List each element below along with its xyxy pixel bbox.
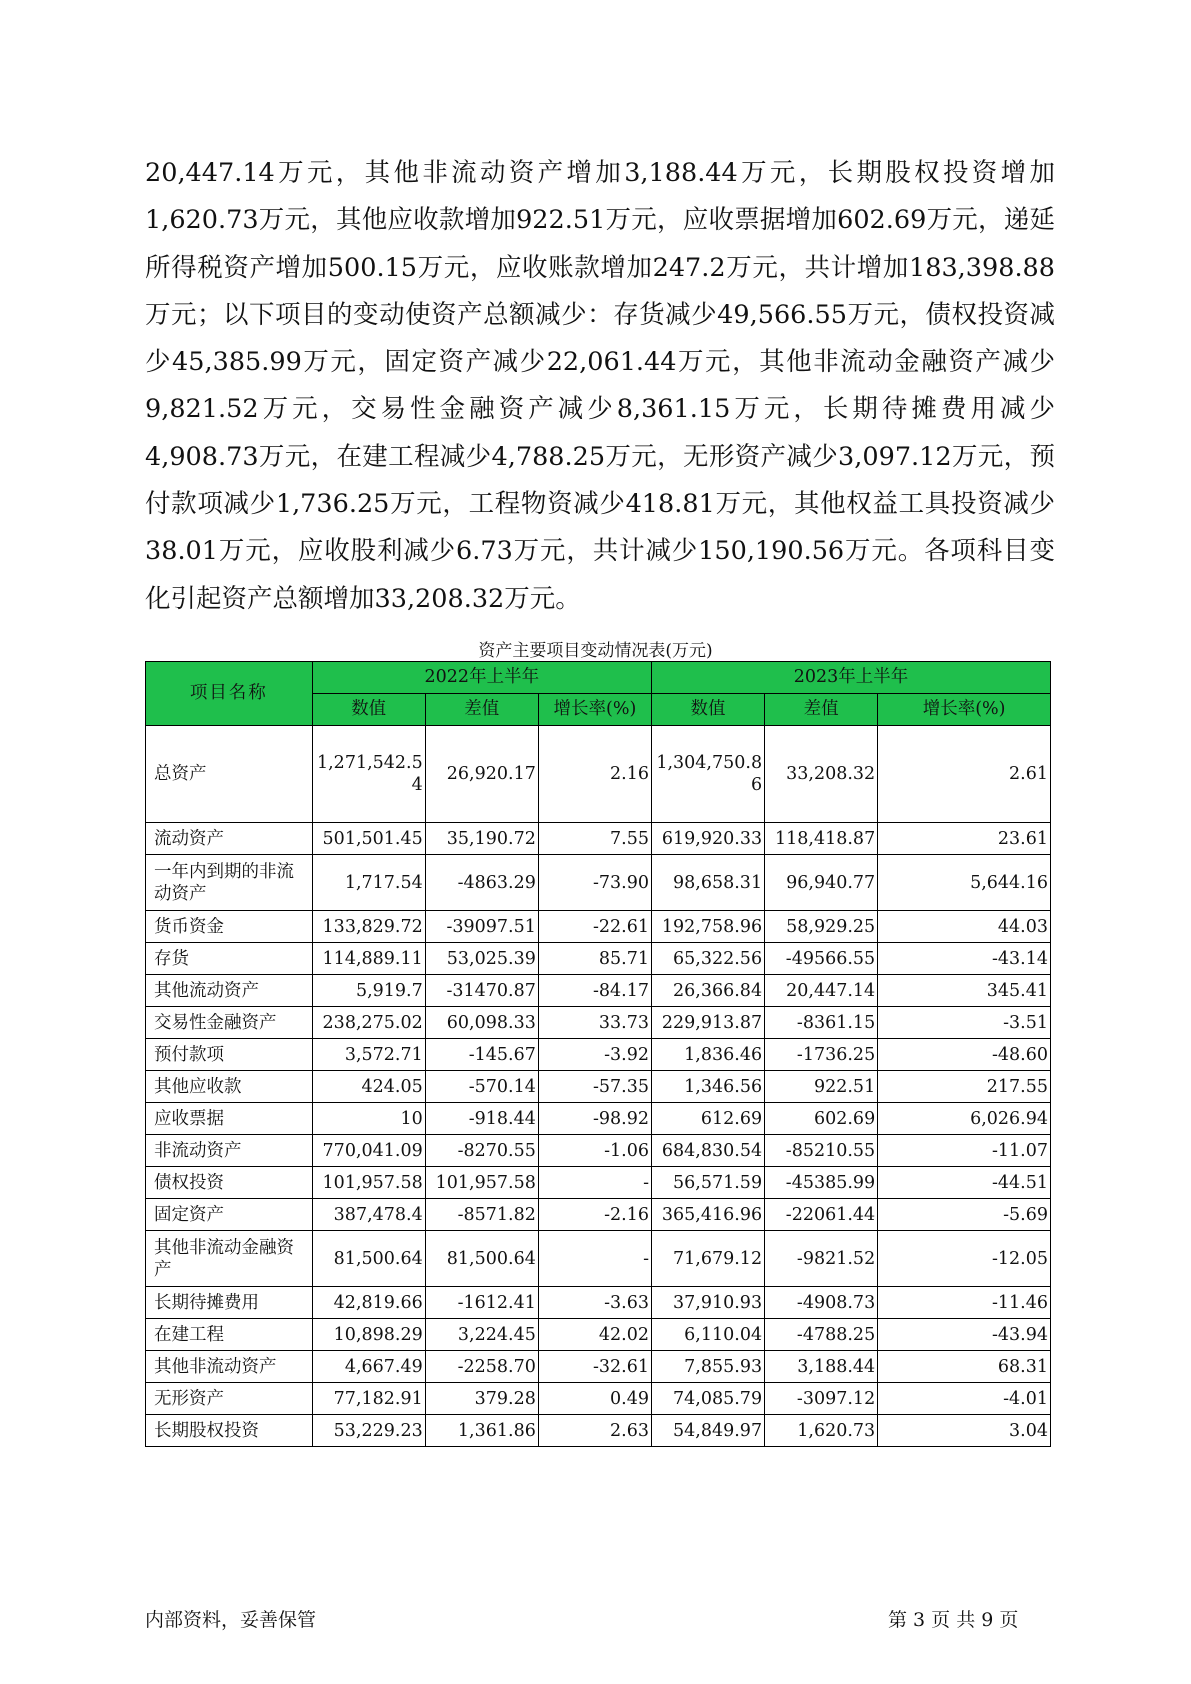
cell-rate-2023: -3.51 xyxy=(878,1007,1051,1039)
table-row xyxy=(146,1383,1051,1415)
row-item-name: 其他应收款 xyxy=(146,1071,313,1103)
cell-value-2023: 71,679.12 xyxy=(651,1231,764,1287)
cell-diff-2022: -918.44 xyxy=(425,1103,538,1135)
table-row xyxy=(146,1415,1051,1447)
cell-value-2022: 238,275.02 xyxy=(312,1007,425,1039)
cell-rate-2023: -43.14 xyxy=(878,943,1051,975)
cell-value-2023: 365,416.96 xyxy=(651,1199,764,1231)
cell-diff-2023: -1736.25 xyxy=(765,1039,878,1071)
cell-rate-2022: - xyxy=(538,1167,651,1199)
cell-value-2023: 1,836.46 xyxy=(651,1039,764,1071)
row-item-name: 非流动资产 xyxy=(146,1135,313,1167)
cell-rate-2023: 68.31 xyxy=(878,1351,1051,1383)
table-row xyxy=(146,1103,1051,1135)
cell-rate-2023: 345.41 xyxy=(878,975,1051,1007)
cell-rate-2023: -12.05 xyxy=(878,1231,1051,1287)
row-item-name: 无形资产 xyxy=(146,1383,313,1415)
cell-diff-2023: 602.69 xyxy=(765,1103,878,1135)
cell-rate-2022: 33.73 xyxy=(538,1007,651,1039)
cell-diff-2022: 26,920.17 xyxy=(425,726,538,823)
cell-value-2022: 424.05 xyxy=(312,1071,425,1103)
table-row xyxy=(146,1231,1051,1287)
cell-value-2023: 612.69 xyxy=(651,1103,764,1135)
cell-rate-2022: -22.61 xyxy=(538,911,651,943)
row-item-name: 存货 xyxy=(146,943,313,975)
row-item-name: 其他流动资产 xyxy=(146,975,313,1007)
cell-rate-2022: 0.49 xyxy=(538,1383,651,1415)
table-row xyxy=(146,943,1051,975)
cell-rate-2022: 2.63 xyxy=(538,1415,651,1447)
table-row xyxy=(146,1167,1051,1199)
cell-diff-2022: 35,190.72 xyxy=(425,823,538,855)
row-item-name: 总资产 xyxy=(146,726,313,823)
cell-diff-2023: -9821.52 xyxy=(765,1231,878,1287)
header-value-2023: 数值 xyxy=(651,694,764,726)
cell-value-2023: 65,322.56 xyxy=(651,943,764,975)
table-row xyxy=(146,1199,1051,1231)
table-row xyxy=(146,1071,1051,1103)
cell-rate-2023: -11.46 xyxy=(878,1287,1051,1319)
cell-value-2023: 6,110.04 xyxy=(651,1319,764,1351)
cell-diff-2023: 922.51 xyxy=(765,1071,878,1103)
cell-diff-2023: 1,620.73 xyxy=(765,1415,878,1447)
cell-diff-2022: -145.67 xyxy=(425,1039,538,1071)
cell-diff-2022: 1,361.86 xyxy=(425,1415,538,1447)
cell-diff-2023: -3097.12 xyxy=(765,1383,878,1415)
cell-value-2022: 77,182.91 xyxy=(312,1383,425,1415)
cell-rate-2022: 42.02 xyxy=(538,1319,651,1351)
cell-value-2023: 619,920.33 xyxy=(651,823,764,855)
cell-rate-2022: -84.17 xyxy=(538,975,651,1007)
cell-rate-2023: 6,026.94 xyxy=(878,1103,1051,1135)
cell-value-2022: 770,041.09 xyxy=(312,1135,425,1167)
cell-diff-2023: -8361.15 xyxy=(765,1007,878,1039)
header-diff-2022: 差值 xyxy=(425,694,538,726)
cell-diff-2022: -4863.29 xyxy=(425,855,538,911)
cell-rate-2022: -73.90 xyxy=(538,855,651,911)
cell-diff-2023: 118,418.87 xyxy=(765,823,878,855)
cell-rate-2022: -1.06 xyxy=(538,1135,651,1167)
cell-value-2023: 229,913.87 xyxy=(651,1007,764,1039)
cell-value-2022: 10,898.29 xyxy=(312,1319,425,1351)
cell-value-2022: 42,819.66 xyxy=(312,1287,425,1319)
cell-value-2023: 192,758.96 xyxy=(651,911,764,943)
row-item-name: 预付款项 xyxy=(146,1039,313,1071)
cell-diff-2023: -4908.73 xyxy=(765,1287,878,1319)
cell-diff-2023: -4788.25 xyxy=(765,1319,878,1351)
row-item-name: 货币资金 xyxy=(146,911,313,943)
cell-diff-2022: 3,224.45 xyxy=(425,1319,538,1351)
cell-rate-2023: -4.01 xyxy=(878,1383,1051,1415)
cell-rate-2022: -32.61 xyxy=(538,1351,651,1383)
header-rate-2023: 增长率(%) xyxy=(878,694,1051,726)
row-item-name: 其他非流动金融资产 xyxy=(146,1231,313,1287)
table-row xyxy=(146,1135,1051,1167)
row-item-name: 应收票据 xyxy=(146,1103,313,1135)
table-row xyxy=(146,911,1051,943)
cell-value-2022: 1,271,542.54 xyxy=(312,726,425,823)
cell-diff-2023: 3,188.44 xyxy=(765,1351,878,1383)
table-row xyxy=(146,855,1051,911)
cell-value-2023: 1,346.56 xyxy=(651,1071,764,1103)
cell-diff-2022: 81,500.64 xyxy=(425,1231,538,1287)
table-body xyxy=(146,726,1051,1447)
cell-diff-2022: 101,957.58 xyxy=(425,1167,538,1199)
cell-value-2023: 56,571.59 xyxy=(651,1167,764,1199)
cell-rate-2023: 44.03 xyxy=(878,911,1051,943)
cell-value-2023: 54,849.97 xyxy=(651,1415,764,1447)
cell-rate-2022: -3.63 xyxy=(538,1287,651,1319)
cell-diff-2022: -8571.82 xyxy=(425,1199,538,1231)
header-2022-h1: 2022年上半年 xyxy=(312,662,651,694)
cell-diff-2022: 379.28 xyxy=(425,1383,538,1415)
row-item-name: 交易性金融资产 xyxy=(146,1007,313,1039)
cell-rate-2022: 85.71 xyxy=(538,943,651,975)
cell-value-2022: 3,572.71 xyxy=(312,1039,425,1071)
row-item-name: 其他非流动资产 xyxy=(146,1351,313,1383)
cell-value-2022: 53,229.23 xyxy=(312,1415,425,1447)
cell-diff-2023: -49566.55 xyxy=(765,943,878,975)
cell-value-2023: 26,366.84 xyxy=(651,975,764,1007)
header-item-name: 项目名称 xyxy=(146,662,313,726)
table-row xyxy=(146,1007,1051,1039)
cell-diff-2022: 53,025.39 xyxy=(425,943,538,975)
cell-rate-2023: -44.51 xyxy=(878,1167,1051,1199)
cell-rate-2023: -5.69 xyxy=(878,1199,1051,1231)
cell-value-2022: 114,889.11 xyxy=(312,943,425,975)
row-item-name: 在建工程 xyxy=(146,1319,313,1351)
cell-diff-2022: -39097.51 xyxy=(425,911,538,943)
cell-value-2023: 37,910.93 xyxy=(651,1287,764,1319)
table-row xyxy=(146,823,1051,855)
cell-diff-2023: 96,940.77 xyxy=(765,855,878,911)
cell-value-2022: 133,829.72 xyxy=(312,911,425,943)
table-row xyxy=(146,1287,1051,1319)
cell-diff-2022: -570.14 xyxy=(425,1071,538,1103)
footer-confidential-note: 内部资料，妥善保管 xyxy=(145,1609,317,1631)
cell-rate-2022: -57.35 xyxy=(538,1071,651,1103)
cell-value-2022: 1,717.54 xyxy=(312,855,425,911)
cell-value-2023: 684,830.54 xyxy=(651,1135,764,1167)
table-row xyxy=(146,1319,1051,1351)
header-value-2022: 数值 xyxy=(312,694,425,726)
table-row xyxy=(146,975,1051,1007)
row-item-name: 长期待摊费用 xyxy=(146,1287,313,1319)
cell-rate-2023: -11.07 xyxy=(878,1135,1051,1167)
header-diff-2023: 差值 xyxy=(765,694,878,726)
cell-value-2023: 74,085.79 xyxy=(651,1383,764,1415)
cell-rate-2023: -43.94 xyxy=(878,1319,1051,1351)
header-2023-h1: 2023年上半年 xyxy=(651,662,1050,694)
cell-diff-2022: -8270.55 xyxy=(425,1135,538,1167)
table-caption: 资产主要项目变动情况表(万元) xyxy=(478,641,713,661)
table-row xyxy=(146,726,1051,823)
cell-diff-2023: -85210.55 xyxy=(765,1135,878,1167)
cell-value-2022: 501,501.45 xyxy=(312,823,425,855)
body-paragraph: 20,447.14万元，其他非流动资产增加3,188.44万元，长期股权投资增加1,620.73万元，其他应收款增加922.51万元，应收票据增加602.69万元，递延所得税资产增加500.15万元，应收账款增加247.2万元，共计增加183,398.88万元；以下项目的变动使资产总额减少：存货减少49,566.55万元，债权投资减少45,385.99万元，固定资产减少22,061.44万元，其他非流动金融资产减少9,821.52万元，交易性金融资产减少8,361.15万元，长期待摊费用减少4,908.73万元，在建工程减少4,788.25万元，无形资产减少3,097.12万元，预付款项减少1,736.25万元，工程物资减少418.81万元，其他权益工具投资减少38.01万元，应收股利减少6.73万元，共计减少150,190.56万元。各项科目变化引起资产总额增加33,208.32万元。 xyxy=(145,158,1055,614)
cell-value-2022: 387,478.4 xyxy=(312,1199,425,1231)
cell-diff-2023: 58,929.25 xyxy=(765,911,878,943)
cell-rate-2022: - xyxy=(538,1231,651,1287)
cell-value-2023: 7,855.93 xyxy=(651,1351,764,1383)
cell-value-2022: 101,957.58 xyxy=(312,1167,425,1199)
header-rate-2022: 增长率(%) xyxy=(538,694,651,726)
row-item-name: 固定资产 xyxy=(146,1199,313,1231)
cell-diff-2023: -45385.99 xyxy=(765,1167,878,1199)
cell-rate-2023: -48.60 xyxy=(878,1039,1051,1071)
cell-rate-2022: 2.16 xyxy=(538,726,651,823)
cell-rate-2022: -98.92 xyxy=(538,1103,651,1135)
cell-diff-2023: 33,208.32 xyxy=(765,726,878,823)
cell-rate-2023: 2.61 xyxy=(878,726,1051,823)
row-item-name: 流动资产 xyxy=(146,823,313,855)
cell-rate-2023: 5,644.16 xyxy=(878,855,1051,911)
cell-value-2022: 5,919.7 xyxy=(312,975,425,1007)
table-row xyxy=(146,1351,1051,1383)
cell-value-2022: 81,500.64 xyxy=(312,1231,425,1287)
cell-diff-2022: -2258.70 xyxy=(425,1351,538,1383)
row-item-name: 长期股权投资 xyxy=(146,1415,313,1447)
cell-value-2022: 4,667.49 xyxy=(312,1351,425,1383)
cell-value-2023: 1,304,750.86 xyxy=(651,726,764,823)
asset-change-table xyxy=(145,661,1051,1447)
cell-rate-2022: -3.92 xyxy=(538,1039,651,1071)
cell-diff-2023: 20,447.14 xyxy=(765,975,878,1007)
footer-page-number: 第 3 页 共 9 页 xyxy=(888,1609,1019,1631)
table-row xyxy=(146,1039,1051,1071)
cell-rate-2023: 23.61 xyxy=(878,823,1051,855)
cell-diff-2022: -31470.87 xyxy=(425,975,538,1007)
cell-value-2023: 98,658.31 xyxy=(651,855,764,911)
cell-rate-2023: 217.55 xyxy=(878,1071,1051,1103)
cell-rate-2022: 7.55 xyxy=(538,823,651,855)
cell-rate-2022: -2.16 xyxy=(538,1199,651,1231)
cell-diff-2023: -22061.44 xyxy=(765,1199,878,1231)
cell-diff-2022: -1612.41 xyxy=(425,1287,538,1319)
cell-diff-2022: 60,098.33 xyxy=(425,1007,538,1039)
cell-value-2022: 10 xyxy=(312,1103,425,1135)
row-item-name: 一年内到期的非流动资产 xyxy=(146,855,313,911)
row-item-name: 债权投资 xyxy=(146,1167,313,1199)
cell-rate-2023: 3.04 xyxy=(878,1415,1051,1447)
